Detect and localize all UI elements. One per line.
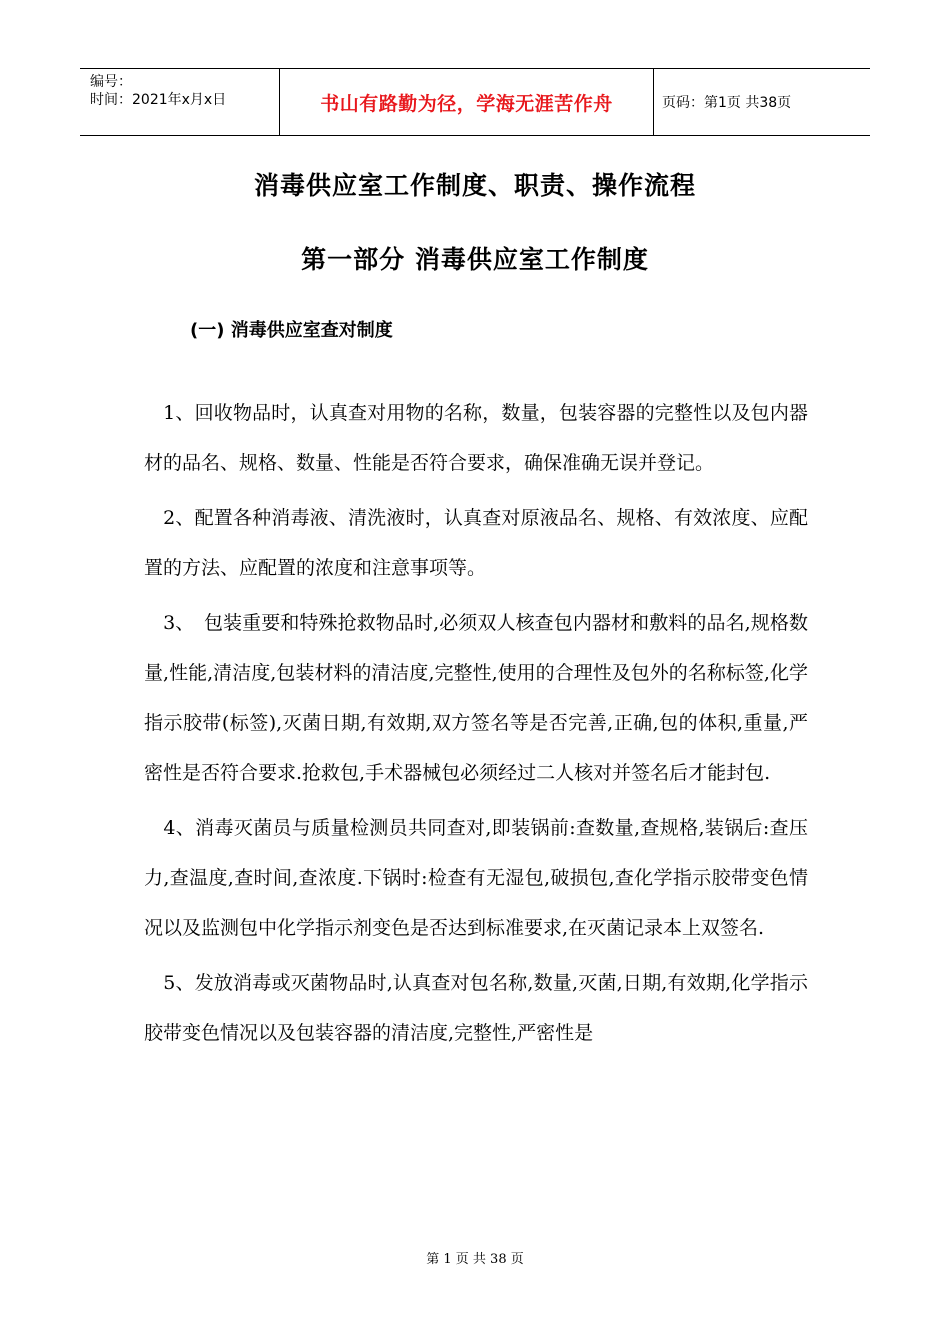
section-title: (一) 消毒供应室查对制度 [190, 320, 393, 341]
paragraph-4: 4、消毒灭菌员与质量检测员共同查对,即装锅前:查数量,查规格,装锅后:查压力,查温度,查时间,查浓度.下锅时:检查有无湿包,破损包,查化学指示胶带变色情况以及监测包中化学指示剂变色是否达到标准要求,在灭菌记录本上双签名. [144, 817, 808, 939]
paragraph-2: 2、配置各种消毒液、清洗液时，认真查对原液品名、规格、有效浓度、应配置的方法、应配置的浓度和注意事项等。 [144, 507, 808, 579]
document-header [80, 68, 870, 136]
paragraph-1: 1、回收物品时，认真查对用物的名称，数量，包装容器的完整性以及包内器材的品名、规格、数量、性能是否符合要求，确保准确无误并登记。 [144, 402, 808, 474]
paragraph-3: 3、 包装重要和特殊抢救物品时,必须双人核查包内器材和敷料的品名,规格数量,性能,清洁度,包装材料的清洁度,完整性,使用的合理性及包外的名称标签,化学指示胶带(标签),灭菌日期,有效期,双方签名等是否完善,正确,包的体积,重量,严密性是否符合要求.抢救包,手术器械包必须经过二人核对并签名后才能封包. [144, 612, 808, 784]
document-body [144, 388, 808, 1063]
number-label: 编号： [90, 74, 132, 90]
document-title: 消毒供应室工作制度、职责、操作流程 [253, 171, 696, 200]
part-title: 第一部分 消毒供应室工作制度 [301, 245, 649, 274]
header-meta [80, 69, 280, 135]
header-page-info: 页码：第1页 共38页 [662, 95, 792, 111]
paragraph-5: 5、发放消毒或灭菌物品时,认真查对包名称,数量,灭菌,日期,有效期,化学指示胶带变色情况以及包装容器的清洁度,完整性,严密性是 [144, 972, 808, 1044]
time-label: 时间：2021年x月x日 [90, 92, 227, 108]
header-motto: 书山有路勤为径，学海无涯苦作舟 [280, 69, 654, 135]
page-footer: 第 1 页 共 38 页 [426, 1252, 524, 1267]
